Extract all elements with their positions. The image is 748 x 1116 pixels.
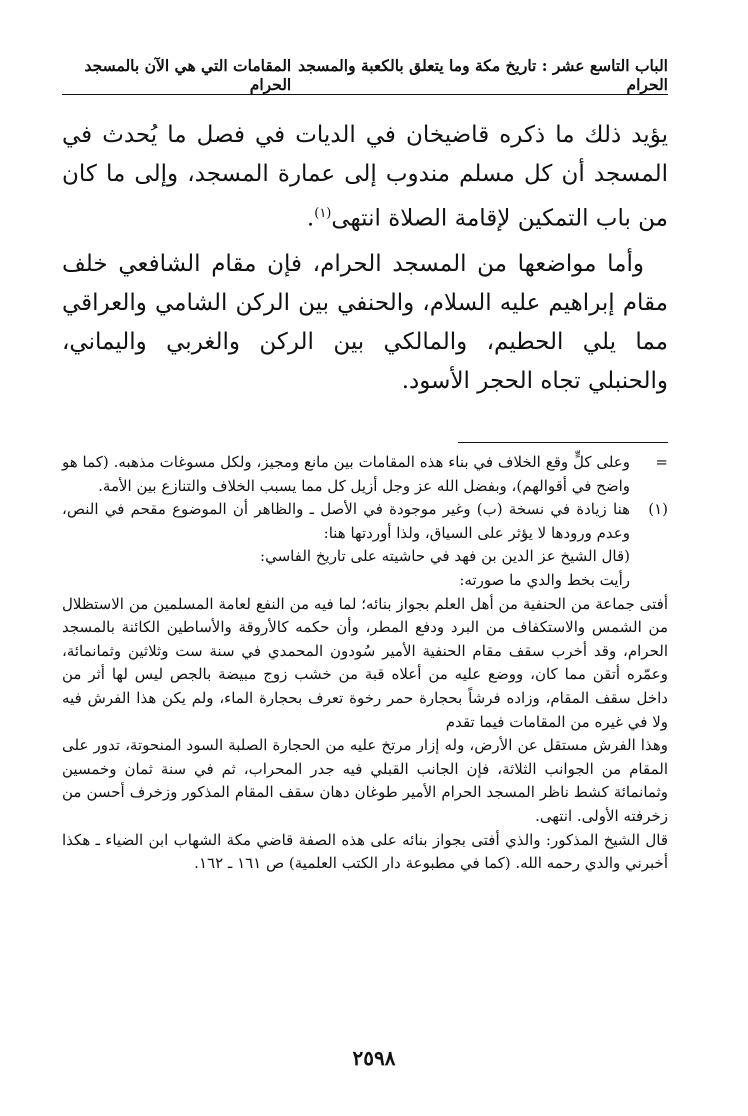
footnote-1	[62, 498, 668, 592]
section-title: المقامات التي هي الآن بالمسجد الحرام	[84, 56, 292, 94]
header-divider	[62, 94, 668, 95]
main-paragraph-2: وأما مواضعها من المسجد الحرام، فإن مقام الشافعي خلف مقام إبراهيم عليه السلام، والحنفي بين الركن الشامي والعراقي مما يلي الحطيم، والمالكي بين الركن والغربي واليماني، والحنبلي تجاه الحجر الأسود.	[62, 250, 668, 394]
footnote-1-line-1: هنا زيادة في نسخة (ب) وغير موجودة في الأصل ـ والظاهر أن الموضوع مقحم في النص، وعدم ورودها لا يؤثر على السياق، ولذا أوردتها هنا:	[62, 500, 630, 542]
main-paragraph-1: يؤيد ذلك ما ذكره قاضيخان في الديات في فصل ما يُحدث في المسجد أن كل مسلم مندوب إلى عمارة المسجد، وإلى ما كان من باب التمكين لإقامة الصلاة انتهى$^{(١)}$.	[62, 122, 668, 232]
footnote-continuation	[62, 451, 668, 498]
page-number: ٢٥٩٨	[352, 1046, 396, 1070]
footnote-1-line-3: رأيت بخط والدي ما صورته:	[459, 570, 630, 589]
chapter-title: الباب التاسع عشر : تاريخ مكة وما يتعلق بالكعبة والمسجد الحرام	[298, 56, 668, 94]
quoted-block	[62, 593, 668, 876]
footnotes	[62, 451, 668, 876]
main-text	[62, 116, 668, 407]
footnote-1-mark: (١)	[648, 500, 668, 519]
quoted-paragraph-1: أفتى جماعة من الحنفية من أهل العلم بجواز بنائه؛ لما فيه من النفع لعامة المسلمين من الاستظلال من الشمس والاستكفاف من البرد ودفع المطر، وأن حكمه كالأروقة والأساطين الكائنة بالمسجد الحرام، وقد أخرب سقف مقام الحنفية الأمير سُودون المحمدي في سنة ست وثلاثين وثمانمائة، وعمّره أتقن مما كان، ووضع عليه من أعلاه قبة من خشب زوج مبيضة بالجص ليس لها أثر من داخل سقف المقام، وزاده فرشاً بحجارة حمر رخوة تعرف بحجارة الماء، ولم يكن هذا الفرش فيه ولا في غيره من المقامات فيما تقدم	[62, 594, 668, 731]
running-header	[62, 58, 668, 92]
quoted-paragraph-2: وهذا الفرش مستقل عن الأرض، وله إزار مرتخ عليه من الحجارة الصلبة السود المنحوتة، تدور على المقام من الجوانب الثلاثة، فإن الجانب القبلي فيه جدر المحراب، ثم في سنة ثمان وخمسين وثمانمائة كشط ناظر المسجد الحرام الأمير طوغان دهان سقف المقام المذكور وزخرف أحسن من زخرفته الأولى. انتهى.	[62, 736, 668, 825]
footnote-1-line-2: (قال الشيخ عز الدين بن فهد في حاشيته على تاريخ الفاسي:	[260, 547, 630, 566]
footnote-divider	[458, 442, 668, 443]
continuation-text: وعلى كلٍّ وقع الخلاف في بناء هذه المقامات بين مانع ومجيز، ولكل مسوغات مذهبه. (كما هو واضح في أقوالهم)، وبفضل الله عز وجل أزيل كل مما يسبب الخلاف والتنازع بين الأمة.	[62, 453, 630, 495]
footnote-ref-1[interactable]: (١)	[314, 206, 332, 221]
continuation-mark: =	[655, 453, 668, 471]
quoted-paragraph-3: قال الشيخ المذكور: والذي أفتى بجواز بنائه على هذه الصفة قاضي مكة الشهاب ابن الضياء ـ هكذا أخبرني والدي رحمه الله. (كما في مطبوعة دار الكتب العلمية) ص ١٦١ ـ ١٦٢.	[62, 830, 668, 873]
